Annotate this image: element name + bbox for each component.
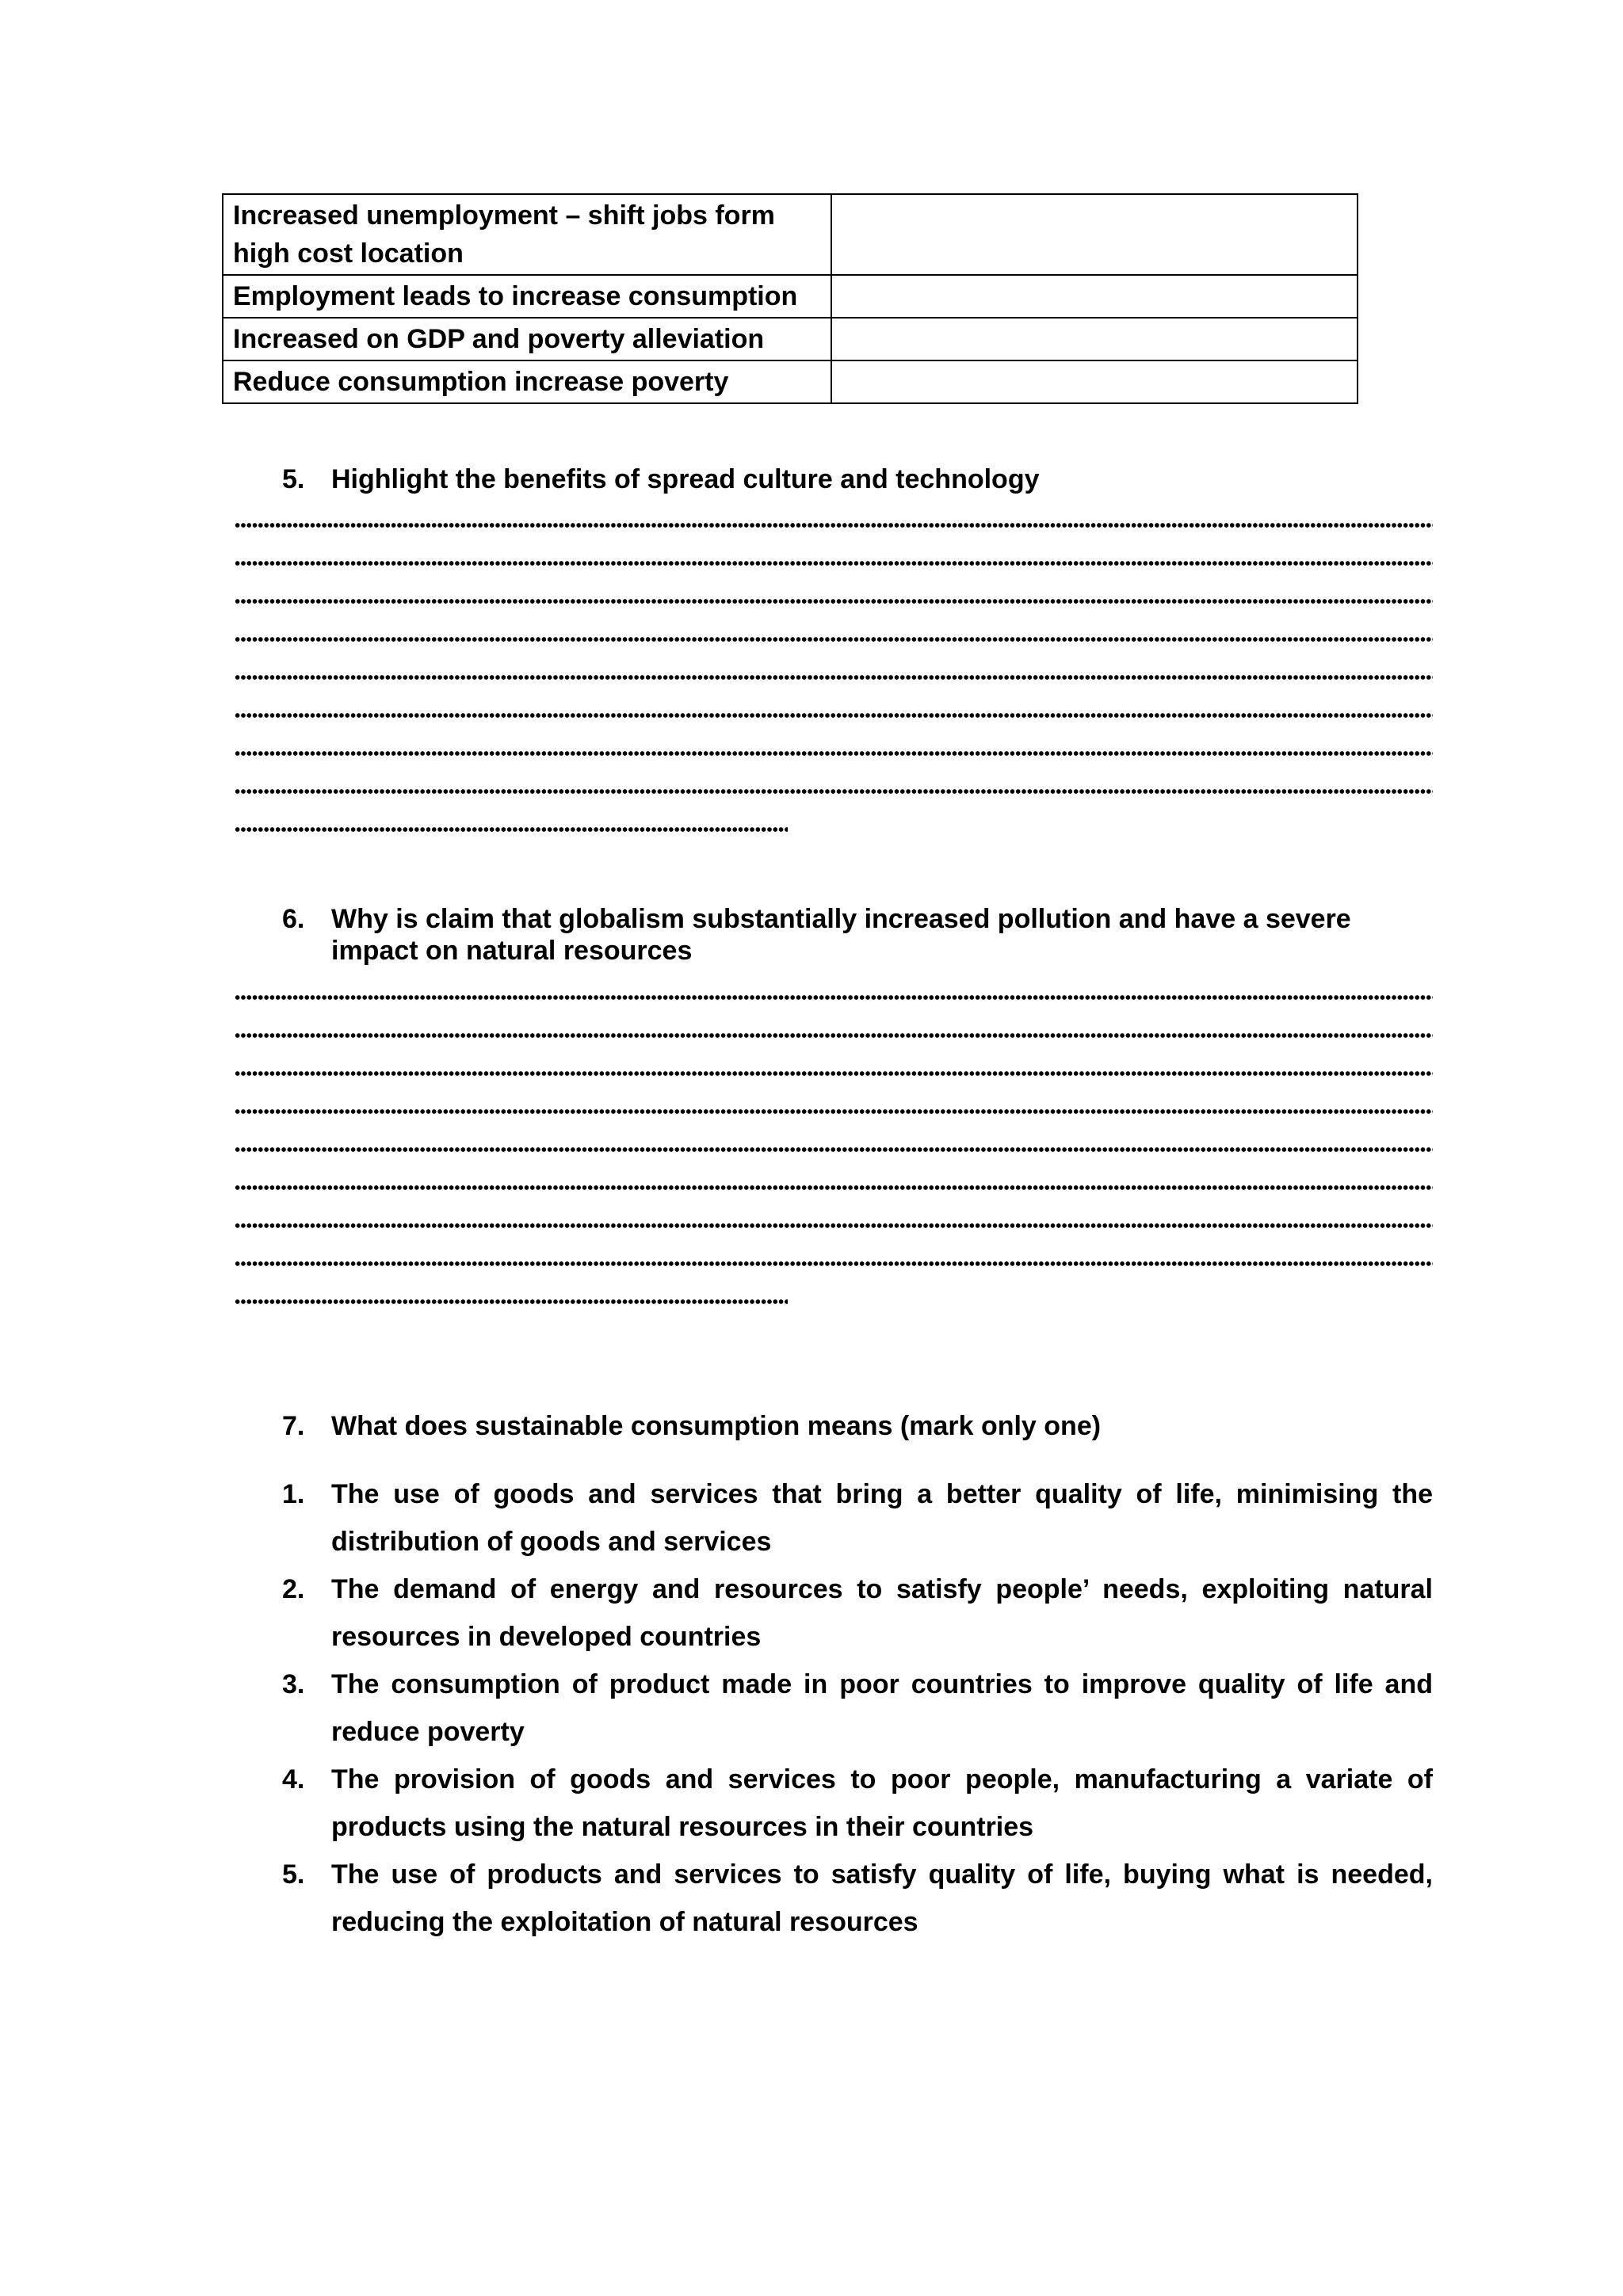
statement-cell: Employment leads to increase consumption: [223, 275, 831, 318]
answer-dotted-line: [235, 648, 1433, 686]
table-row: [223, 275, 1358, 318]
answer-option[interactable]: [282, 1470, 1433, 1566]
statement-cell: Increased unemployment – shift jobs form high cost location: [223, 194, 831, 275]
answer-dotted-line: [235, 1044, 1433, 1082]
table-row: [223, 194, 1358, 275]
answer-dotted-line: [235, 1234, 1433, 1272]
statement-cell: Increased on GDP and poverty alleviation: [223, 318, 831, 360]
answer-dotted-line: [235, 800, 788, 838]
answer-dotted-line: [235, 1082, 1433, 1120]
question-text: Highlight the benefits of spread culture and technology: [331, 464, 1040, 494]
question-text: What does sustainable consumption means (mark only one): [331, 1411, 1102, 1441]
answer-dotted-line: [235, 1006, 1433, 1044]
table-row: [223, 318, 1358, 360]
answer-dotted-line: [235, 610, 1433, 648]
option-text: The demand of energy and resources to satisfy people’ needs, exploiting natural resources in developed countries: [331, 1574, 1433, 1652]
question-7-heading: [282, 1410, 1425, 1442]
answer-options: [282, 1470, 1433, 1946]
option-number: 3.: [282, 1669, 305, 1699]
option-text: The provision of goods and services to poor people, manufacturing a variate of products using the natural resources in their countries: [331, 1764, 1433, 1842]
question-number: 5.: [282, 464, 305, 494]
answer-option[interactable]: [282, 1566, 1433, 1661]
answer-dotted-line: [235, 1120, 1433, 1158]
statements-table: [222, 193, 1358, 404]
answer-dotted-line: [235, 968, 1433, 1006]
answer-option[interactable]: [282, 1756, 1433, 1851]
question-5-heading: [282, 463, 1425, 495]
option-number: 2.: [282, 1574, 305, 1604]
answer-dotted-line: [235, 762, 1433, 800]
option-text: The use of goods and services that bring a better quality of life, minimising the distribution of goods and services: [331, 1479, 1433, 1557]
answer-option[interactable]: [282, 1661, 1433, 1756]
answer-dotted-line: [235, 1158, 1433, 1196]
option-text: The use of products and services to satisfy quality of life, buying what is needed, reducing the exploitation of natural resources: [331, 1859, 1433, 1937]
statement-cell: Reduce consumption increase poverty: [223, 360, 831, 403]
answer-cell[interactable]: [831, 275, 1358, 318]
option-number: 4.: [282, 1764, 305, 1794]
answer-dotted-line: [235, 534, 1433, 572]
table-row: [223, 360, 1358, 403]
answer-dotted-line: [235, 496, 1433, 534]
answer-dotted-line: [235, 1272, 788, 1310]
answer-cell[interactable]: [831, 360, 1358, 403]
option-number: 5.: [282, 1859, 305, 1890]
answer-dotted-line: [235, 724, 1433, 762]
option-text: The consumption of product made in poor countries to improve quality of life and reduce poverty: [331, 1669, 1433, 1747]
answer-cell[interactable]: [831, 194, 1358, 275]
answer-option[interactable]: [282, 1851, 1433, 1946]
answer-dotted-line: [235, 572, 1433, 610]
answer-dotted-line: [235, 1196, 1433, 1234]
answer-dotted-line: [235, 686, 1433, 724]
question-6-heading: [282, 903, 1425, 967]
option-number: 1.: [282, 1479, 305, 1509]
question-number: 7.: [282, 1411, 305, 1441]
answer-cell[interactable]: [831, 318, 1358, 360]
question-text: Why is claim that globalism substantially increased pollution and have a severe impact on natural resources: [331, 904, 1351, 966]
question-number: 6.: [282, 904, 305, 934]
